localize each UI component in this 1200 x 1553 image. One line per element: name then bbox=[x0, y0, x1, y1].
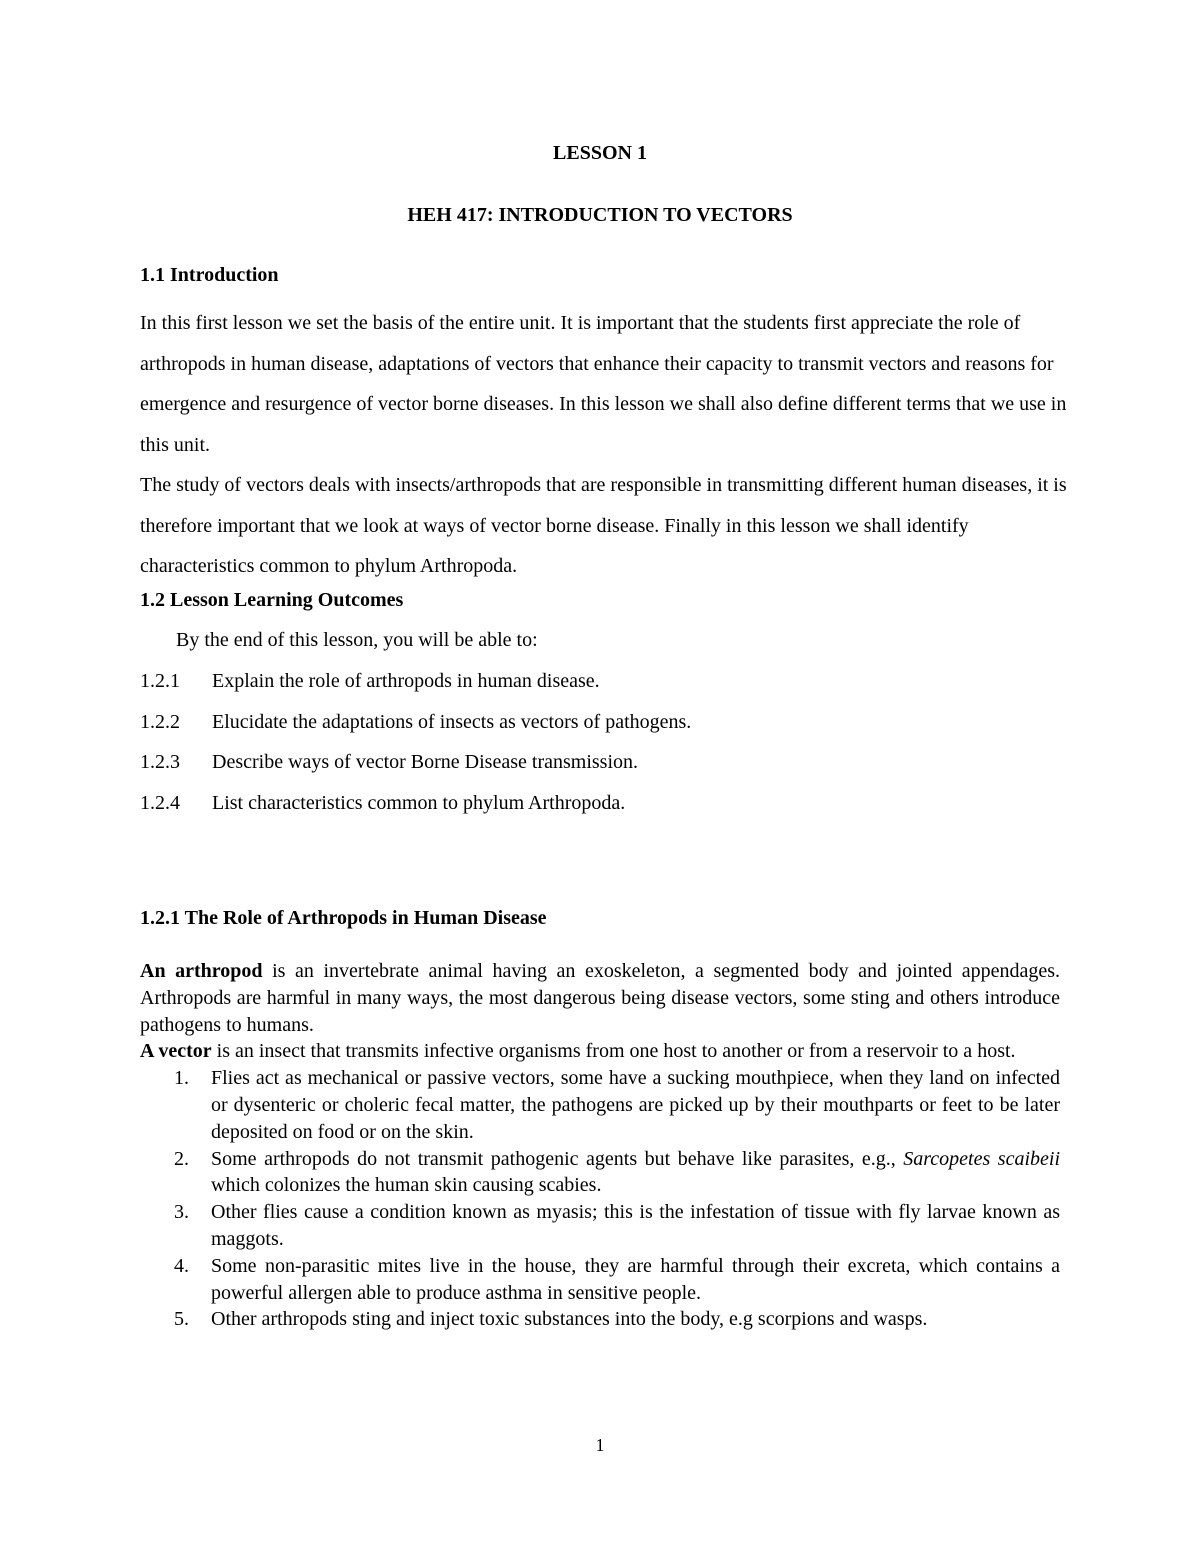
role-list-item bbox=[140, 1146, 1060, 1200]
outcome-text: Describe ways of vector Borne Disease transmission. bbox=[212, 751, 638, 773]
role-list bbox=[140, 1065, 1060, 1333]
outcome-text: List characteristics common to phylum Arthropoda. bbox=[212, 792, 626, 814]
role-list-item bbox=[140, 1065, 1060, 1145]
outcome-number: 1.2.3 bbox=[140, 751, 180, 773]
outcome-number: 1.2.4 bbox=[140, 792, 180, 814]
lesson-title: LESSON 1 bbox=[553, 142, 647, 164]
outcomes-heading: 1.2 Lesson Learning Outcomes bbox=[140, 589, 404, 611]
introduction-paragraph-1: In this first lesson we set the basis of the entire unit. It is important that the students first appreciate the role of arthropods in human disease, adaptations of vectors that enhance their capacity to transmit vectors and reasons for emergence and resurgence of vector borne diseases. In this lesson we shall also define different terms that we use in this unit. bbox=[140, 312, 1067, 456]
role-list-item bbox=[140, 1253, 1060, 1307]
role-item-number: 1. bbox=[174, 1067, 189, 1090]
role-list-item bbox=[140, 1306, 1060, 1333]
role-item-number: 5. bbox=[174, 1308, 189, 1331]
arthropod-definition bbox=[140, 958, 1060, 1038]
role-item-number: 2. bbox=[174, 1147, 189, 1170]
arthropod-term: An arthropod bbox=[140, 960, 263, 982]
role-item-text: Other flies cause a condition known as myasis; this is the infestation of tissue with fly larvae known as maggots. bbox=[211, 1201, 1060, 1250]
role-body bbox=[140, 958, 1060, 1333]
outcome-text: Explain the role of arthropods in human disease. bbox=[212, 670, 600, 692]
role-item-text: Some non-parasitic mites live in the house, they are harmful through their excreta, which contains a powerful allergen able to produce asthma in sensitive people. bbox=[211, 1254, 1060, 1304]
role-item-text-after: which colonizes the human skin causing scabies. bbox=[211, 1174, 602, 1197]
outcome-text: Elucidate the adaptations of insects as vectors of pathogens. bbox=[212, 711, 692, 733]
vector-definition-text: is an insect that transmits infective organisms from one host to another or from a reservoir to a host. bbox=[211, 1040, 1016, 1063]
page-number: 1 bbox=[595, 1435, 605, 1455]
vector-term: A vector bbox=[140, 1040, 212, 1063]
role-heading: 1.2.1 The Role of Arthropods in Human Disease bbox=[140, 907, 547, 929]
role-item-number: 3. bbox=[174, 1201, 189, 1224]
species-name: Sarcopetes scaibeii bbox=[903, 1147, 1061, 1170]
outcome-item bbox=[140, 792, 625, 815]
outcome-item bbox=[140, 751, 638, 774]
course-title: HEH 417: INTRODUCTION TO VECTORS bbox=[407, 204, 793, 226]
outcomes-lead: By the end of this lesson, you will be able to: bbox=[176, 629, 538, 651]
role-item-text: Flies act as mechanical or passive vectors, some have a sucking mouthpiece, when they land on infected or dysenteric or choleric fecal matter, the pathogens are picked up by their mouthparts or feet to be later deposited on food or on the skin. bbox=[211, 1067, 1060, 1143]
outcome-number: 1.2.1 bbox=[140, 670, 180, 692]
introduction-heading: 1.1 Introduction bbox=[140, 264, 279, 286]
outcome-number: 1.2.2 bbox=[140, 711, 180, 733]
role-item-number: 4. bbox=[174, 1254, 189, 1277]
outcome-item bbox=[140, 670, 600, 693]
introduction-paragraph-2: The study of vectors deals with insects/arthropods that are responsible in transmitting different human diseases, it is therefore important that we look at ways of vector borne disease. Finally in this lesson we shall identify characteristics common to phylum Arthropoda. bbox=[140, 474, 1067, 577]
role-item-text: Some arthropods do not transmit pathogenic agents but behave like parasites, e.g., bbox=[211, 1147, 904, 1170]
vector-definition bbox=[140, 1038, 1060, 1065]
role-item-text: Other arthropods sting and inject toxic substances into the body, e.g scorpions and wasps. bbox=[211, 1308, 928, 1331]
introduction-body bbox=[140, 303, 1070, 587]
outcome-item bbox=[140, 711, 691, 734]
arthropod-definition-text: is an invertebrate animal having an exoskeleton, a segmented body and jointed appendages. Arthropods are harmful in many ways, the most dangerous being disease vectors, some sting and others introduce pathogens to humans. bbox=[140, 960, 1060, 1036]
role-list-item bbox=[140, 1199, 1060, 1253]
